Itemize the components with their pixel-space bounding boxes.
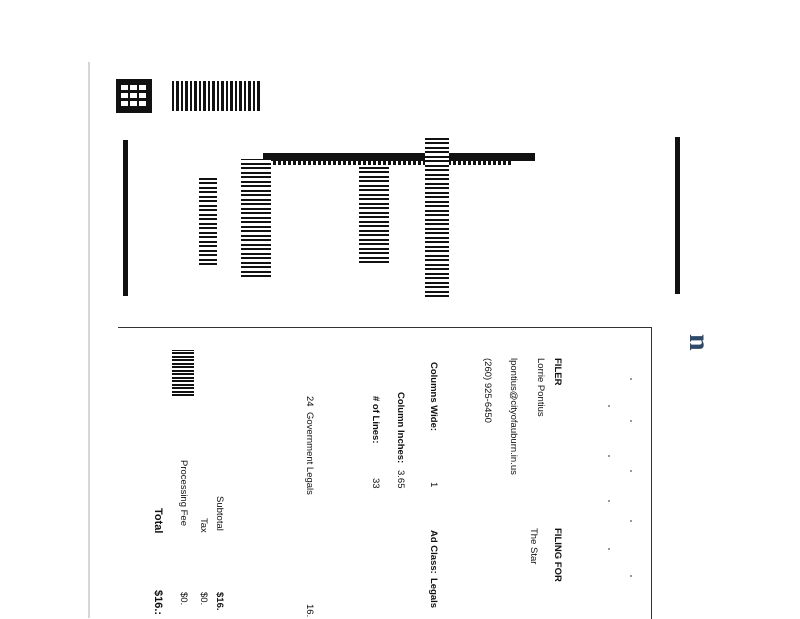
subtotal-label: Subtotal: [214, 496, 225, 531]
ad-class-label: Ad Class:: [428, 530, 439, 574]
lines-label: # of Lines:: [370, 396, 381, 444]
invoice-form: [118, 327, 652, 619]
box-right-rule: [675, 137, 680, 294]
notice-header-bar-2: [263, 161, 513, 165]
filer-phone: (260) 925-6450: [482, 358, 493, 423]
scan-dot: [608, 405, 610, 407]
total-label: Total: [152, 508, 164, 534]
processing-fee-value: $0.: [178, 592, 189, 606]
tax-value: $0.: [198, 592, 209, 606]
publisher-logo: [116, 79, 152, 113]
side-mark: n: [683, 334, 716, 351]
box-left-rule: [123, 140, 128, 296]
signature-scan: [172, 350, 194, 396]
masthead-scan: [172, 81, 260, 111]
lines-value: 33: [370, 478, 381, 489]
filer-heading: FILER: [552, 358, 563, 386]
tax-label: Tax: [198, 518, 209, 533]
page-left-edge: [88, 62, 90, 618]
category-amount: 16.: [304, 604, 315, 618]
processing-fee-label: Processing Fee: [178, 460, 189, 527]
columns-wide-label: Columns Wide:: [428, 362, 439, 432]
scan-dot: [608, 548, 610, 550]
filing-for-heading: FILING FOR: [552, 528, 563, 582]
notice-text-block-3: [359, 167, 389, 263]
notice-text-block-1: [199, 175, 217, 265]
column-inches-label: Column Inches:: [395, 392, 406, 464]
filing-for-publication: The Star: [528, 528, 539, 565]
scan-dot: [630, 520, 632, 522]
filer-name: Lorrie Pontius: [535, 358, 546, 417]
notice-text-block-2: [241, 159, 271, 277]
ad-class-value: Legals: [428, 578, 439, 609]
total-value: $16.:: [152, 590, 164, 616]
columns-wide-value: 1: [428, 482, 439, 488]
scanned-notice-box: [123, 137, 680, 297]
scan-dot: [608, 455, 610, 457]
category-name: Government Legals: [304, 412, 315, 495]
scan-dot: [630, 470, 632, 472]
scan-dot: [630, 420, 632, 422]
scan-dot: [630, 575, 632, 577]
scan-dot: [630, 378, 632, 380]
filer-email: lpontius@cityofauburn.in.us: [508, 358, 519, 475]
scan-dot: [608, 500, 610, 502]
notice-text-block-4: [425, 137, 449, 297]
subtotal-value: $16.: [214, 592, 225, 611]
column-inches-value: 3.65: [395, 470, 406, 489]
notice-header-bar: [263, 153, 535, 161]
category-code: 24: [304, 396, 315, 407]
